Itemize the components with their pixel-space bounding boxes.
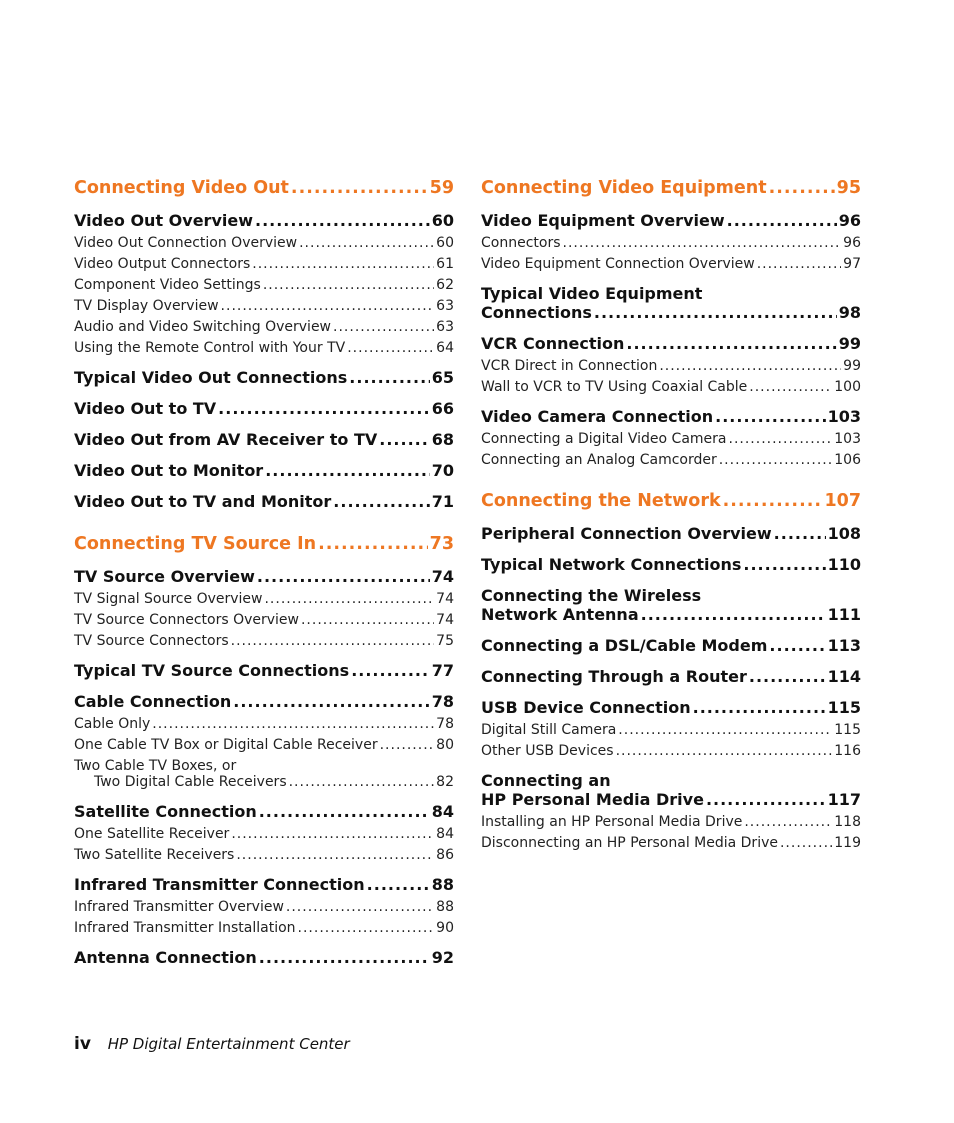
- toc-title: TV Display Overview: [74, 298, 219, 314]
- toc-left-column: [74, 178, 454, 967]
- toc-page-number: 63: [436, 319, 454, 335]
- toc-title: Digital Still Camera: [481, 722, 617, 738]
- toc-title: Video Camera Connection: [481, 407, 714, 426]
- toc-section[interactable]: [481, 211, 861, 230]
- dot-leader: [152, 716, 434, 732]
- toc-page-number: 80: [436, 737, 454, 753]
- toc-title: Connecting Video Equipment: [481, 178, 767, 198]
- dot-leader: [259, 948, 430, 967]
- toc-section[interactable]: [481, 667, 861, 686]
- toc-entry[interactable]: [481, 358, 861, 374]
- dot-leader: [236, 847, 434, 863]
- toc-title: Video Out to TV: [74, 399, 217, 418]
- toc-page-number: 64: [436, 340, 454, 356]
- toc-page-number: 103: [834, 431, 861, 447]
- toc-entry[interactable]: [481, 379, 861, 395]
- dot-leader: [743, 555, 825, 574]
- toc-title: USB Device Connection: [481, 698, 691, 717]
- toc-title: HP Personal Media Drive: [481, 790, 704, 809]
- dot-leader: [265, 461, 430, 480]
- toc-page-number: 99: [843, 358, 861, 374]
- toc-section[interactable]: [74, 661, 454, 680]
- dot-leader: [333, 319, 434, 335]
- toc-title: Video Out to TV and Monitor: [74, 492, 332, 511]
- toc-page-number: 84: [431, 802, 454, 821]
- toc-page-number: 96: [843, 235, 861, 251]
- toc-page-number: 88: [436, 899, 454, 915]
- toc-section[interactable]: [481, 636, 861, 655]
- toc-title-line: Typical Video Equipment: [481, 284, 703, 303]
- toc-entry[interactable]: [481, 743, 861, 759]
- dot-leader: [659, 358, 841, 374]
- toc-page-number: 119: [834, 835, 861, 851]
- toc-title: Connecting Through a Router: [481, 667, 747, 686]
- toc-page-number: 61: [436, 256, 454, 272]
- toc-title: Wall to VCR to TV Using Coaxial Cable: [481, 379, 748, 395]
- dot-leader: [233, 692, 429, 711]
- toc-entry[interactable]: [74, 826, 454, 842]
- toc-title: Infrared Transmitter Overview: [74, 899, 284, 915]
- toc-page-number: 107: [824, 491, 861, 511]
- toc-title: One Satellite Receiver: [74, 826, 230, 842]
- toc-title: Connecting an Analog Camcorder: [481, 452, 717, 468]
- toc-title: Video Equipment Overview: [481, 211, 725, 230]
- toc-title: Peripheral Connection Overview: [481, 524, 772, 543]
- dot-leader: [349, 368, 429, 387]
- dot-leader: [706, 790, 826, 809]
- toc-entry[interactable]: [74, 340, 454, 356]
- toc-entry[interactable]: [481, 722, 861, 738]
- toc-page-number: 97: [843, 256, 861, 272]
- toc-page-number: 59: [429, 178, 454, 198]
- dot-leader: [757, 256, 841, 272]
- toc-section[interactable]: [481, 407, 861, 426]
- toc-page-number: 117: [827, 790, 861, 809]
- toc-entry[interactable]: [481, 452, 861, 468]
- toc-entry[interactable]: [74, 716, 454, 732]
- toc-title: TV Source Connectors: [74, 633, 229, 649]
- toc-page-number: 115: [834, 722, 861, 738]
- dot-leader: [289, 774, 435, 790]
- dot-leader: [563, 235, 842, 251]
- dot-leader: [264, 591, 434, 607]
- toc-section[interactable]: [74, 875, 454, 894]
- toc-chapter[interactable]: [481, 491, 861, 511]
- toc-section[interactable]: [481, 771, 861, 809]
- toc-title: Component Video Settings: [74, 277, 261, 293]
- toc-section[interactable]: [481, 555, 861, 574]
- toc-title: Connecting a DSL/Cable Modem: [481, 636, 768, 655]
- toc-title: Other USB Devices: [481, 743, 614, 759]
- toc-page-number: 78: [431, 692, 454, 711]
- toc-title: Disconnecting an HP Personal Media Drive: [481, 835, 778, 851]
- toc-entry[interactable]: [74, 591, 454, 607]
- toc-page-number: 92: [431, 948, 454, 967]
- toc-title: Connections: [481, 303, 592, 322]
- toc-entry[interactable]: [74, 737, 454, 753]
- dot-leader: [729, 431, 833, 447]
- dot-leader: [379, 430, 429, 449]
- toc-title: Typical TV Source Connections: [74, 661, 350, 680]
- toc-section[interactable]: [481, 698, 861, 717]
- toc-section[interactable]: [74, 368, 454, 387]
- toc-page-number: 68: [431, 430, 454, 449]
- dot-leader: [769, 178, 835, 198]
- toc-section[interactable]: [74, 567, 454, 586]
- toc-page-number: 99: [838, 334, 861, 353]
- toc-page-number: 90: [436, 920, 454, 936]
- toc-page-number: 74: [436, 591, 454, 607]
- toc-entry[interactable]: [74, 920, 454, 936]
- dot-leader: [367, 875, 430, 894]
- page-footer: [74, 1034, 350, 1054]
- dot-leader: [298, 920, 435, 936]
- toc-entry[interactable]: [74, 847, 454, 863]
- toc-title: Audio and Video Switching Overview: [74, 319, 332, 335]
- dot-leader: [769, 636, 825, 655]
- toc-section[interactable]: [74, 399, 454, 418]
- toc-entry[interactable]: [74, 298, 454, 314]
- dot-leader: [318, 534, 428, 554]
- toc-entry[interactable]: [74, 319, 454, 335]
- toc-title-line: Two Cable TV Boxes, or: [74, 758, 237, 774]
- toc-page-number: 111: [827, 605, 861, 624]
- toc-title: Two Digital Cable Receivers: [94, 774, 287, 790]
- toc-title-line: Connecting an: [481, 771, 611, 790]
- toc-entry[interactable]: [74, 758, 454, 790]
- toc-page-number: 84: [436, 826, 454, 842]
- toc-page-number: 70: [431, 461, 454, 480]
- toc-section[interactable]: [481, 284, 861, 322]
- dot-leader: [218, 399, 430, 418]
- toc-title: TV Signal Source Overview: [74, 591, 263, 607]
- dot-leader: [255, 211, 430, 230]
- toc-page-number: 60: [436, 235, 454, 251]
- dot-leader: [626, 334, 836, 353]
- toc-entry[interactable]: [74, 612, 454, 628]
- toc-page-number: 114: [827, 667, 861, 686]
- toc-title: Cable Only: [74, 716, 151, 732]
- toc-section[interactable]: [74, 692, 454, 711]
- toc-section[interactable]: [481, 524, 861, 543]
- dot-leader: [618, 722, 832, 738]
- toc-title: Using the Remote Control with Your TV: [74, 340, 346, 356]
- toc-page-number: 65: [431, 368, 454, 387]
- toc-title: Typical Network Connections: [481, 555, 742, 574]
- toc-title-line: Connecting the Wireless: [481, 586, 702, 605]
- toc-page-number: 82: [436, 774, 454, 790]
- dot-leader: [693, 698, 826, 717]
- toc-title: Antenna Connection: [74, 948, 257, 967]
- toc-title: Installing an HP Personal Media Drive: [481, 814, 743, 830]
- toc-title: Video Out Connection Overview: [74, 235, 298, 251]
- toc-page-number: 88: [431, 875, 454, 894]
- toc-right-column: [481, 178, 861, 851]
- dot-leader: [744, 814, 832, 830]
- dot-leader: [616, 743, 833, 759]
- toc-page-number: 96: [838, 211, 861, 230]
- footer-page-number: iv: [74, 1034, 91, 1054]
- toc-page-number: 100: [834, 379, 861, 395]
- toc-title: Satellite Connection: [74, 802, 257, 821]
- toc-page-number: 71: [431, 492, 454, 511]
- toc-title: Video Out to Monitor: [74, 461, 264, 480]
- dot-leader: [774, 524, 826, 543]
- toc-entry[interactable]: [74, 633, 454, 649]
- toc-section[interactable]: [74, 430, 454, 449]
- toc-title: Infrared Transmitter Connection: [74, 875, 365, 894]
- footer-book-title: HP Digital Entertainment Center: [107, 1035, 350, 1053]
- toc-page-number: 115: [827, 698, 861, 717]
- dot-leader: [231, 826, 434, 842]
- toc-entry[interactable]: [74, 256, 454, 272]
- toc-title: Video Output Connectors: [74, 256, 251, 272]
- dot-leader: [333, 492, 429, 511]
- toc-chapter[interactable]: [74, 178, 454, 198]
- dot-leader: [780, 835, 832, 851]
- toc-page-number: 98: [838, 303, 861, 322]
- toc-page-number: 95: [836, 178, 861, 198]
- dot-leader: [594, 303, 837, 322]
- toc-entry[interactable]: [481, 256, 861, 272]
- dot-leader: [715, 407, 825, 426]
- dot-leader: [347, 340, 434, 356]
- toc-section[interactable]: [481, 334, 861, 353]
- toc-page-number: 108: [827, 524, 861, 543]
- toc-title: Video Out Overview: [74, 211, 253, 230]
- toc-title: Typical Video Out Connections: [74, 368, 348, 387]
- toc-section[interactable]: [74, 948, 454, 967]
- toc-title: Connecting a Digital Video Camera: [481, 431, 727, 447]
- toc-page-number: 103: [827, 407, 861, 426]
- dot-leader: [380, 737, 435, 753]
- dot-leader: [259, 802, 430, 821]
- toc-entry[interactable]: [481, 235, 861, 251]
- toc-title: Connecting TV Source In: [74, 534, 317, 554]
- toc-title: Connectors: [481, 235, 561, 251]
- toc-entry[interactable]: [74, 277, 454, 293]
- toc-section[interactable]: [74, 211, 454, 230]
- toc-page-number: 60: [431, 211, 454, 230]
- toc-section[interactable]: [74, 492, 454, 511]
- toc-title: VCR Direct in Connection: [481, 358, 658, 374]
- dot-leader: [231, 633, 435, 649]
- toc-title: VCR Connection: [481, 334, 625, 353]
- dot-leader: [749, 667, 826, 686]
- toc-entry[interactable]: [74, 899, 454, 915]
- toc-title: Video Equipment Connection Overview: [481, 256, 755, 272]
- toc-entry[interactable]: [481, 835, 861, 851]
- toc-title: TV Source Overview: [74, 567, 255, 586]
- dot-leader: [299, 235, 434, 251]
- toc-title: Connecting the Network: [481, 491, 721, 511]
- dot-leader: [727, 211, 837, 230]
- toc-page-number: 78: [436, 716, 454, 732]
- toc-title: Video Out from AV Receiver to TV: [74, 430, 378, 449]
- toc-section[interactable]: [74, 461, 454, 480]
- toc-title: Network Antenna: [481, 605, 639, 624]
- dot-leader: [291, 178, 428, 198]
- toc-page-number: 74: [436, 612, 454, 628]
- toc-entry[interactable]: [481, 431, 861, 447]
- toc-page-number: 73: [429, 534, 454, 554]
- toc-page-number: 62: [436, 277, 454, 293]
- toc-title: TV Source Connectors Overview: [74, 612, 299, 628]
- dot-leader: [719, 452, 833, 468]
- toc-page-number: 110: [827, 555, 861, 574]
- toc-title: Connecting Video Out: [74, 178, 289, 198]
- dot-leader: [263, 277, 434, 293]
- dot-leader: [257, 567, 430, 586]
- toc-title: One Cable TV Box or Digital Cable Receiver: [74, 737, 378, 753]
- toc-page-number: 116: [834, 743, 861, 759]
- toc-page-number: 113: [827, 636, 861, 655]
- dot-leader: [723, 491, 823, 511]
- toc-entry[interactable]: [74, 235, 454, 251]
- dot-leader: [286, 899, 434, 915]
- toc-page-number: 77: [431, 661, 454, 680]
- toc-title: Cable Connection: [74, 692, 232, 711]
- toc-page-number: 75: [436, 633, 454, 649]
- dot-leader: [749, 379, 832, 395]
- dot-leader: [221, 298, 435, 314]
- toc-chapter[interactable]: [481, 178, 861, 198]
- toc-page-number: 118: [834, 814, 861, 830]
- toc-page-number: 66: [431, 399, 454, 418]
- toc-title: Infrared Transmitter Installation: [74, 920, 296, 936]
- toc-section[interactable]: [481, 586, 861, 624]
- toc-section[interactable]: [74, 802, 454, 821]
- toc-page-number: 86: [436, 847, 454, 863]
- toc-chapter[interactable]: [74, 534, 454, 554]
- dot-leader: [641, 605, 826, 624]
- toc-title: Two Satellite Receivers: [74, 847, 235, 863]
- dot-leader: [301, 612, 434, 628]
- toc-page-number: 74: [431, 567, 454, 586]
- toc-page-number: 106: [834, 452, 861, 468]
- toc-page-number: 63: [436, 298, 454, 314]
- dot-leader: [351, 661, 430, 680]
- toc-entry[interactable]: [481, 814, 861, 830]
- dot-leader: [252, 256, 434, 272]
